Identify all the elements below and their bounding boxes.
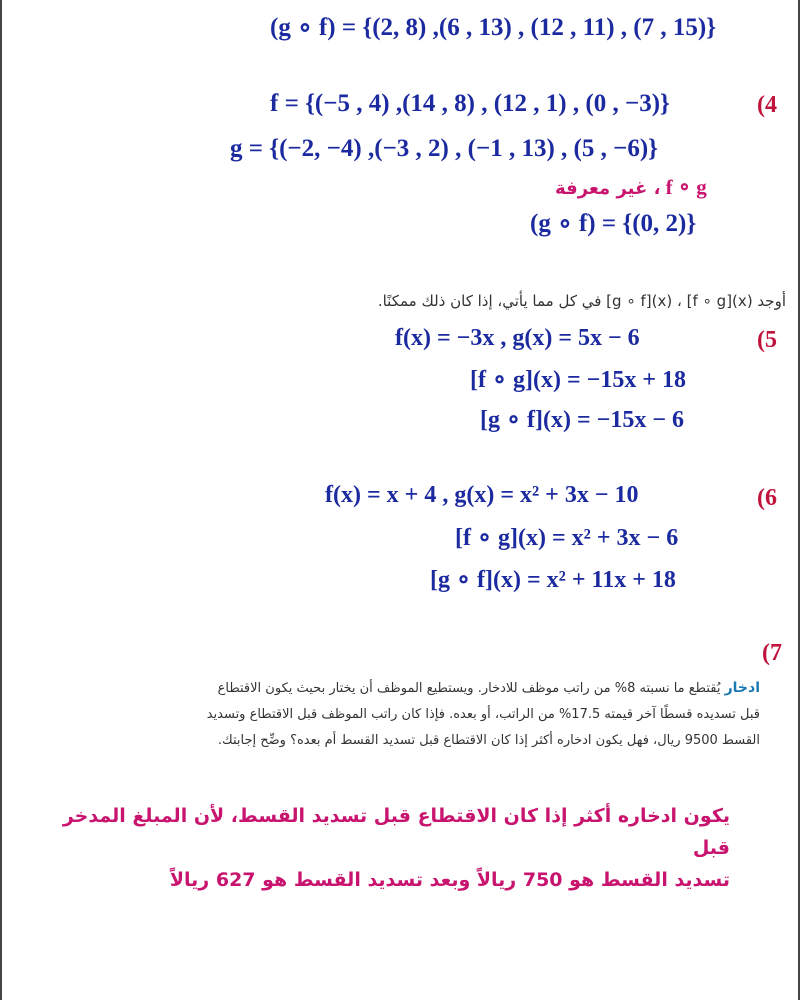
problem-7-line-3: القسط 9500 ريال، فهل يكون ادخاره أكثر إذا كان الاقتطاع قبل تسديد القسط أم بعده؟ وضِّح إجابتك. [217, 733, 760, 748]
problem-7-number: (7 [762, 640, 782, 666]
page-border-left [0, 0, 2, 1000]
answer-line-2: تسديد القسط هو 750 ريالاً وبعد تسديد القسط هو 627 ريالاً [169, 869, 730, 891]
problem-4-f-set: f = {(−5 , 4) ,(14 , 8) , (12 , 1) , (0 , −3)} [270, 90, 670, 117]
answer-line-1: يكون ادخاره أكثر إذا كان الاقتطاع قبل تسديد القسط، لأن المبلغ المدخر قبل [62, 805, 730, 859]
problem-7-line-2: قبل تسديده قسطًا آخر قيمته 17.5% من الراتب، أو بعده. فإذا كان راتب الموظف قبل الاقتطاع وتسديد [206, 707, 760, 722]
problem-4-note [555, 175, 707, 200]
problem-4-g-of-f: (g ∘ f) = {(0, 2)} [530, 210, 697, 237]
problem-7-line-1 [80, 675, 760, 702]
problem-6-g-of-f: [g ∘ f](x) = x² + 11x + 18 [430, 567, 676, 593]
problem-5-number: (5 [757, 327, 777, 353]
problem-5-definitions: f(x) = −3x , g(x) = 5x − 6 [395, 325, 640, 351]
problem-6-definitions: f(x) = x + 4 , g(x) = x² + 3x − 10 [325, 482, 639, 508]
problem-6-f-of-g: [f ∘ g](x) = x² + 3x − 6 [455, 525, 679, 551]
savings-badge: ادخار [724, 680, 760, 696]
problem-7-line-1-text: يُقتطع ما نسبته 8% من راتب موظف للادخار. ويستطيع الموظف أن يختار بحيث يكون الاقتطاع [217, 681, 721, 696]
problem-5-g-of-f: [g ∘ f](x) = −15x − 6 [480, 407, 685, 433]
problem-4-note-text: ، غير معرفة [555, 178, 661, 199]
problem-4-g-set: g = {(−2, −4) ,(−3 , 2) , (−1 , 13) , (5 , −6)} [230, 135, 659, 162]
problem-7-answer [50, 800, 730, 896]
problem-7-text [80, 675, 760, 754]
instruction-text: أوجد (x)[f ∘ g] ، (x)[g ∘ f] في كل مما يأتي، إذا كان ذلك ممكنًا. [377, 292, 786, 310]
problem-4-number: (4 [757, 92, 777, 118]
problem-6-number: (6 [757, 485, 777, 511]
composition-g-of-f-result: (g ∘ f) = {(2, 8) ,(6 , 13) , (12 , 11) , (7 , 15)} [270, 14, 717, 41]
problem-5-f-of-g: [f ∘ g](x) = −15x + 18 [470, 367, 687, 393]
problem-4-note-math: f ∘ g [665, 175, 707, 199]
